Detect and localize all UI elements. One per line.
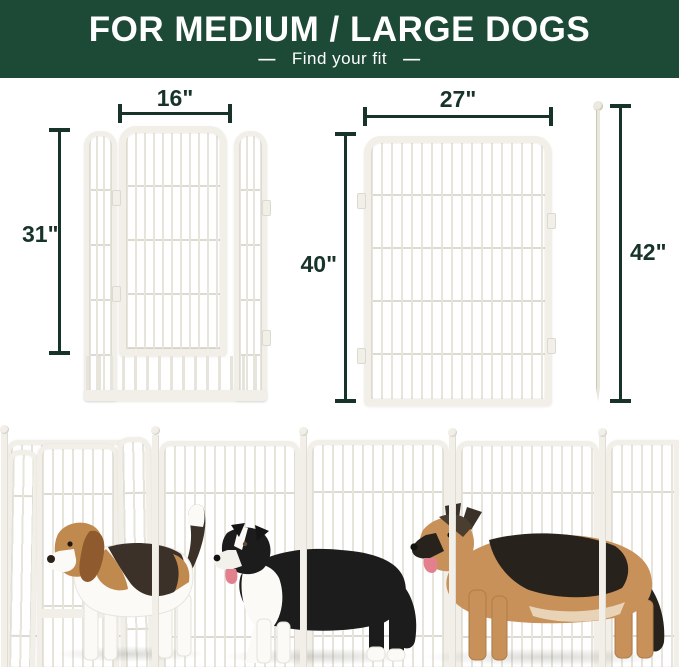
- panel-latch-bottom: [262, 330, 271, 346]
- header-subtitle: [258, 49, 420, 69]
- panel-connector-left-top: [357, 193, 366, 209]
- ground-stake-illustration: [596, 110, 600, 402]
- subtitle-right-dash: —: [403, 48, 421, 68]
- collie-eye: [243, 542, 247, 546]
- collie-rear-paw: [367, 647, 385, 661]
- shepherd-front-leg: [469, 590, 486, 660]
- post-ball-finial-4: [448, 428, 457, 437]
- stake-ball-top: [593, 101, 603, 111]
- subtitle-left-dash: —: [258, 48, 276, 68]
- dimension-label-panel-height: 40": [300, 251, 337, 277]
- beagle-eye: [67, 541, 72, 546]
- collie-front-leg-2: [277, 622, 290, 663]
- door-panel-bottom-rail: [84, 390, 267, 401]
- collie-front-leg: [257, 619, 271, 663]
- fence-post-3: [300, 435, 307, 667]
- dimension-label-door-height: 31": [22, 221, 59, 247]
- post-ball-finial-3: [299, 427, 308, 436]
- header-banner: [0, 0, 679, 78]
- panel-connector-right-top: [547, 213, 556, 229]
- panel-connector-left-bottom: [357, 348, 366, 364]
- door-panel-door: [119, 126, 227, 356]
- dimension-line-panel-height: [344, 132, 347, 403]
- page-title: FOR MEDIUM / LARGE DOGS: [88, 9, 591, 49]
- door-panel-bottom-skirt: [86, 356, 265, 392]
- fence-post-5: [599, 436, 606, 667]
- shepherd-nose: [410, 543, 417, 550]
- beagle-nose: [47, 555, 55, 563]
- beagle-illustration: [46, 496, 218, 666]
- fence-post-1: [1, 433, 8, 667]
- pen-folded-panel-left: [4, 450, 39, 667]
- fence-post-4: [449, 436, 456, 667]
- post-ball-finial-5: [598, 428, 607, 437]
- fence-post-2: [152, 435, 159, 667]
- dimension-line-stake-height: [619, 104, 622, 403]
- fence-panel: [364, 136, 552, 406]
- shepherd-tongue: [423, 558, 437, 573]
- dimension-label-stake-height: 42": [630, 239, 667, 265]
- collie-tongue: [225, 569, 237, 584]
- post-ball-finial-1: [0, 425, 9, 434]
- post-ball-finial-2: [151, 426, 160, 435]
- dimension-label-door-width: 16": [156, 85, 194, 111]
- dimension-label-panel-width: 27": [439, 86, 477, 112]
- door-hinge-top: [112, 190, 121, 206]
- subtitle-text: Find your fit: [291, 48, 388, 68]
- collie-rear-paw-2: [387, 649, 405, 661]
- border-collie-illustration: [211, 523, 423, 667]
- dimension-line-door-width: [118, 112, 232, 115]
- dimension-line-panel-width: [363, 115, 553, 118]
- beagle-tail-tip: [187, 504, 205, 527]
- shepherd-front-leg-2: [492, 596, 507, 660]
- collie-nose: [214, 555, 221, 562]
- door-hinge-bottom: [112, 286, 121, 302]
- panel-connector-right-bottom: [547, 338, 556, 354]
- panel-latch-top: [262, 200, 271, 216]
